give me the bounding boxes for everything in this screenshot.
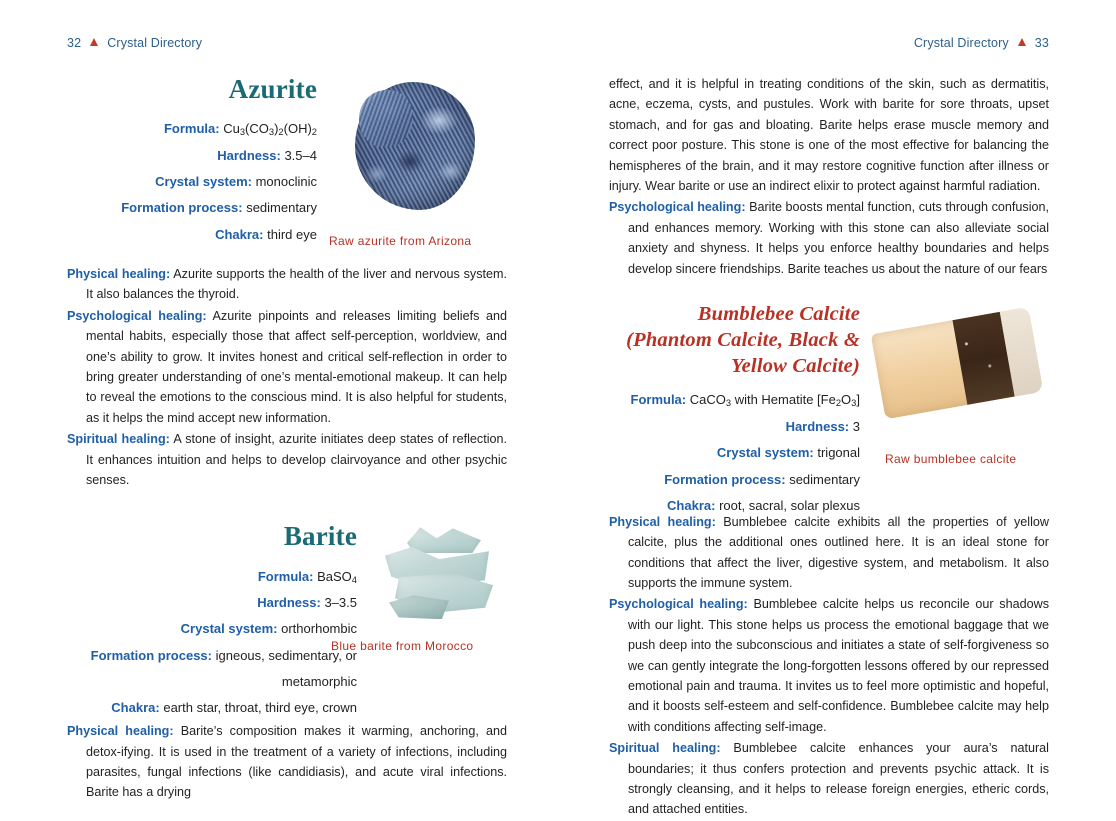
running-head-left [67,36,202,50]
running-head-title-right: Crystal Directory [913,36,1009,50]
spec-value: sedimentary [246,200,317,216]
running-head-right [914,36,1049,50]
spec-key: Crystal system: [716,445,814,461]
azurite-spiritual-healing [67,429,507,490]
barite-image-caption: Blue barite from Morocco [331,639,474,654]
spec-formula [67,116,317,142]
spec-value: 3 [852,418,860,434]
spec-key: Hardness: [785,418,850,434]
paragraph-label: Psychological healing: [609,597,748,612]
spec-value: 3.5–4 [284,147,317,163]
spec-value: igneous, sedimentary, or metamorphic [215,647,357,690]
spec-key: Formula: [257,568,314,584]
spec-key: Chakra: [215,226,264,242]
bumblebee-calcite-image-caption: Raw bumblebee calcite [885,451,1017,466]
bumblebee-calcite-psychological-healing [609,594,1049,737]
left-column [67,74,507,804]
spec-value: BaSO$_4$ [317,568,357,585]
spec-formation-process [609,467,860,493]
barite-header-block [67,521,507,716]
running-head-title-left: Crystal Directory [107,36,203,50]
spec-key: Formation process: [121,200,243,216]
barite-specs [67,564,357,722]
spec-value: 3–3.5 [324,594,357,610]
paragraph-text: Bumblebee calcite helps us reconcile our shadows with our light. This stone helps us process the emotional baggage that we push deep into the subconscious and initiates a state of self-forgiveness so we can gently integrate the long-forgotten lessons offered by our repressed emotional pain and trauma. It invites us to feel more optimistic and hopeful, and it boosts self-esteem and self-confidence. Bumblebee calcite may help with conditions affecting self-image. [628,597,1050,734]
barite-physical-healing [67,721,507,803]
spec-key: Crystal system: [155,173,252,189]
spec-formation-process [67,643,357,696]
spec-key: Formula: [630,392,687,408]
barite-psychological-healing [609,197,1049,279]
spec-value: root, sacral, solar plexus [719,497,860,513]
bumblebee-calcite-spiritual-healing [609,738,1049,820]
paragraph-label: Physical healing: [67,267,171,281]
triangle-icon [90,38,98,46]
paragraph-text: Barite boosts mental function, cuts through confusion, and enhances memory. Working with this stone can also alleviate social anxiety and shyness. It helps you enforce healthy boundaries and helps develop sincere friendships. Barite teaches us about the nature of our fears [628,200,1050,276]
spec-value: CaCO$_3$ with Hematite $[Fe_2O_3]$ [689,392,860,409]
bumblebee-calcite-title [609,302,860,379]
bumblebee-calcite-physical-healing [609,512,1049,594]
bumblebee-calcite-header-block [609,302,1049,513]
paragraph-text: Azurite supports the health of the liver and nervous system. It also balances the thyroid. [86,267,507,302]
spec-formula [609,387,860,413]
azurite-header-block [67,74,507,254]
spec-key: Crystal system: [180,621,278,637]
spec-chakra [609,493,860,519]
paragraph-text: A stone of insight, azurite initiates deep states of reflection. It enhances intuition and helps to develop clairvoyance and other psychic senses. [86,432,507,487]
azurite-image-caption: Raw azurite from Arizona [329,234,472,248]
spec-value: third eye [267,226,317,242]
barite-physical-healing-continued: effect, and it is helpful in treating conditions of the skin, such as dermatitis, acne, eczema, cysts, and pustules. Work with barite for sore throats, upset stomach, and for gas and bloating. Barite helps erase muscle memory and correct poor posture. This stone is one of the most effective for balancing the hemispheres of the brain, and it may restore cognitive function after illness or injury. Wear barite or use an indirect elixir to protect against harmful radiation. [609,77,1049,193]
page-number-left: 32 [67,36,82,50]
spec-crystal-system [609,440,860,466]
title-line-3: Yellow Calcite) [731,354,860,377]
spec-formation-process [67,195,317,221]
spec-value: trigonal [817,445,860,461]
spec-hardness [67,143,317,169]
azurite-psychological-healing [67,306,507,428]
paragraph-label: Physical healing: [67,724,174,739]
azurite-physical-healing [67,264,507,305]
paragraph-label: Spiritual healing: [67,432,170,447]
title-line-1: Bumblebee Calcite [697,302,860,325]
paragraph-text: Barite’s composition makes it warming, anchoring, and detox-ifying. It is used in the treatment of a variety of infections, including parasites, fungal infections (like candidiasis), and acute viral infections. Barite has a drying [86,724,507,800]
spec-key: Hardness: [257,594,321,610]
blue-barite-photo [385,527,503,625]
spec-chakra [67,695,357,721]
raw-bumblebee-calcite-photo [871,307,1044,419]
spec-value: earth star, throat, third eye, crown [163,700,357,716]
spec-key: Hardness: [217,147,281,163]
spec-key: Chakra: [667,497,716,513]
azurite-title: Azurite [228,74,317,104]
spec-hardness [609,414,860,440]
spec-key: Formation process: [90,647,212,663]
spec-key: Formation process: [664,471,786,487]
paragraph-text: Bumblebee calcite enhances your aura’s natural boundaries; it thus confers protection and prevents psychic attack. It is strongly cleansing, and it helps to release foreign energies, etheric cords, and attached entities. [628,741,1049,817]
spec-key: Chakra: [111,700,160,716]
spec-chakra [67,222,317,248]
paragraph-label: Physical healing: [609,514,716,529]
spec-value: sedimentary [789,471,860,487]
bumblebee-calcite-specs [609,387,860,519]
spec-crystal-system [67,616,357,642]
azurite-specs [67,116,317,248]
paragraph-text: Azurite pinpoints and releases limiting beliefs and mental habits, especially those that affect self-perception, worldview, and one’s ability to grow. It invites honest and critical self-reflection in order to bring greater understanding of one’s mental-emotional makeup. It can help to reveal the emotions to the conscious mind. It is also helpful for students, as it helps the mind accept new information. [86,308,508,425]
raw-azurite-photo [355,82,475,210]
barite-title: Barite [283,521,357,552]
spec-value: $Cu_3(CO_3)_2(OH)_2$ [223,121,317,138]
spec-formula [67,564,357,590]
paragraph-label: Psychological healing: [609,200,746,215]
page-number-right: 33 [1034,36,1049,50]
paragraph-label: Psychological healing: [67,308,207,323]
spec-value: orthorhombic [281,621,357,637]
paragraph-label: Spiritual healing: [609,741,721,756]
title-line-2: (Phantom Calcite, Black & [626,328,860,351]
triangle-icon [1018,38,1026,46]
spec-crystal-system [67,169,317,195]
spec-hardness [67,590,357,616]
spec-value: monoclinic [255,173,317,189]
paragraph-text: Bumblebee calcite exhibits all the properties of yellow calcite, plus the additional ones outlined here. It is an ideal stone for conditions that affect the liver, digestive system, and metabolism. It also supports the immune system. [628,514,1049,591]
spec-key: Formula: [163,121,220,137]
right-column [609,74,1049,821]
